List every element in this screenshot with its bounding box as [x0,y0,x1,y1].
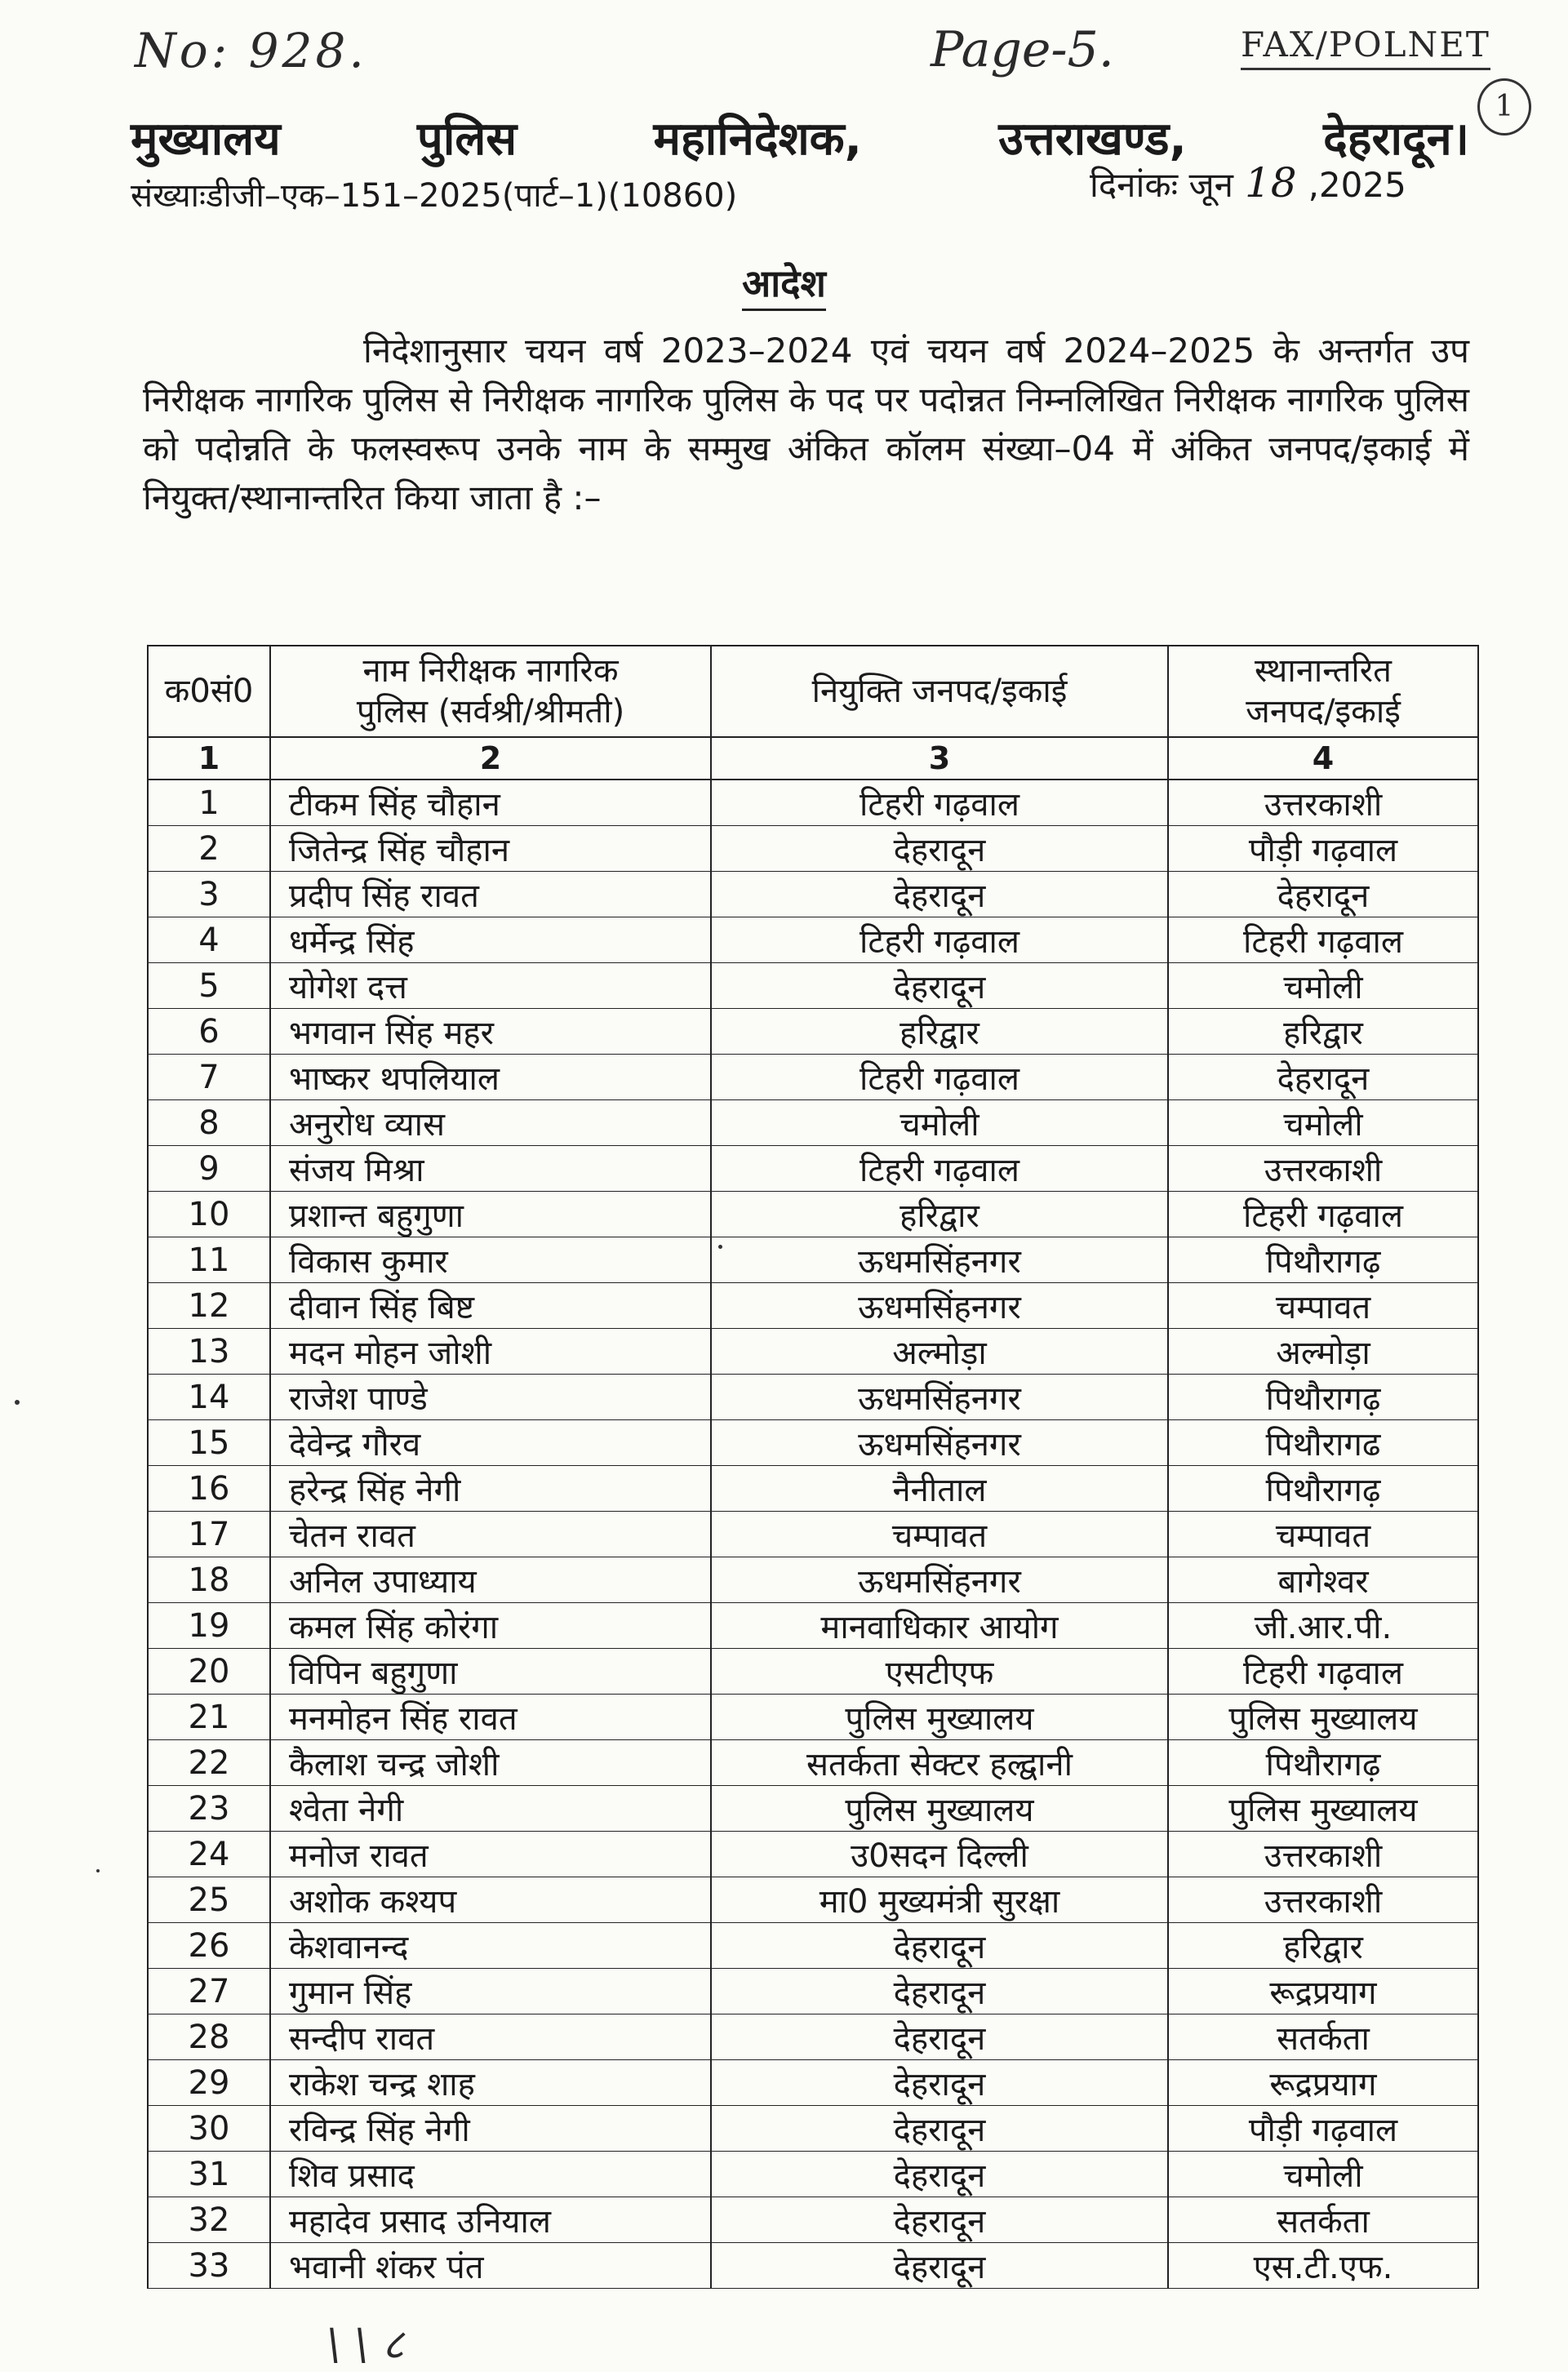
office-word: उत्तराखण्ड, [998,113,1187,166]
transfer-unit-cell: बागेश्वर [1168,1557,1478,1603]
table-row [148,1923,1478,1969]
serial-number-cell: 21 [148,1695,270,1740]
posting-unit-cell: देहरादून [711,2060,1168,2106]
inspector-name-cell: भवानी शंकर पंत [270,2243,711,2289]
posting-unit-cell: टिहरी गढ़वाल [711,780,1168,826]
table-row [148,1695,1478,1740]
transfer-unit-cell: पुलिस मुख्यालय [1168,1786,1478,1832]
posting-unit-cell: सतर्कता सेक्टर हल्द्वानी [711,1740,1168,1786]
inspector-name-cell: भगवान सिंह महर [270,1009,711,1055]
table-row [148,1466,1478,1512]
posting-unit-cell: अल्मोड़ा [711,1329,1168,1375]
table-row [148,2152,1478,2197]
transfer-unit-cell: पुलिस मुख्यालय [1168,1695,1478,1740]
inspector-name-cell: प्रदीप सिंह रावत [270,872,711,917]
inspector-name-cell: अनुरोध व्यास [270,1100,711,1146]
inspector-name-cell: कैलाश चन्द्र जोशी [270,1740,711,1786]
inspector-name-cell: केशवानन्द [270,1923,711,1969]
transfer-unit-cell: पिथौरागढ़ [1168,1375,1478,1420]
serial-number-cell: 6 [148,1009,270,1055]
transfer-table [147,645,1479,2289]
fax-number: No: 928. [135,23,367,78]
transfer-unit-cell: चम्पावत [1168,1512,1478,1557]
table-row [148,1603,1478,1649]
table-row [148,2197,1478,2243]
posting-unit-cell: एसटीएफ [711,1649,1168,1695]
posting-unit-cell: ऊधमसिंहनगर [711,1283,1168,1329]
transfer-unit-cell: पौड़ी गढ़वाल [1168,826,1478,872]
serial-number-cell: 32 [148,2197,270,2243]
table-row [148,1557,1478,1603]
circled-number: 1 [1477,78,1531,135]
posting-unit-cell: देहरादून [711,2197,1168,2243]
serial-number-cell: 20 [148,1649,270,1695]
handwritten-initial: \ \ ८ [326,2321,405,2370]
serial-number-cell: 28 [148,2014,270,2060]
inspector-name-cell: अनिल उपाध्याय [270,1557,711,1603]
transfer-unit-cell: एस.टी.एफ. [1168,2243,1478,2289]
inspector-name-cell: देवेन्द्र गौरव [270,1420,711,1466]
office-word: महानिदेशक, [653,113,862,166]
fax-polnet-mark: FAX/POLNET [1241,24,1490,70]
transfer-unit-cell: हरिद्वार [1168,1923,1478,1969]
serial-number-cell: 1 [148,780,270,826]
table-row [148,1969,1478,2014]
inspector-name-cell: टीकम सिंह चौहान [270,780,711,826]
inspector-name-cell: श्वेता नेगी [270,1786,711,1832]
table-row [148,1146,1478,1192]
serial-number-cell: 24 [148,1832,270,1877]
table-row [148,1055,1478,1100]
posting-unit-cell: देहरादून [711,2014,1168,2060]
transfer-unit-cell: टिहरी गढ़वाल [1168,917,1478,963]
transfer-unit-cell: उत्तरकाशी [1168,1146,1478,1192]
transfer-unit-cell: सतर्कता [1168,2197,1478,2243]
inspector-name-cell: रविन्द्र सिंह नेगी [270,2106,711,2152]
posting-unit-cell: देहरादून [711,1923,1168,1969]
scan-speck [15,1400,20,1405]
transfer-unit-cell: पिथौरागढ़ [1168,1237,1478,1283]
order-heading [0,257,1568,308]
inspector-name-cell: शिव प्रसाद [270,2152,711,2197]
table-row [148,1786,1478,1832]
inspector-name-cell: राकेश चन्द्र शाह [270,2060,711,2106]
inspector-name-cell: जितेन्द्र सिंह चौहान [270,826,711,872]
serial-number-cell: 14 [148,1375,270,1420]
transfer-unit-cell: उत्तरकाशी [1168,1877,1478,1923]
transfer-unit-cell: उत्तरकाशी [1168,1832,1478,1877]
transfer-unit-cell: सतर्कता [1168,2014,1478,2060]
serial-number-cell: 9 [148,1146,270,1192]
column-number: 1 [148,737,270,780]
table-row [148,1740,1478,1786]
table-row [148,1237,1478,1283]
serial-number-cell: 12 [148,1283,270,1329]
posting-unit-cell: पुलिस मुख्यालय [711,1786,1168,1832]
posting-unit-cell: देहरादून [711,1969,1168,2014]
posting-unit-cell: ऊधमसिंहनगर [711,1420,1168,1466]
posting-unit-cell: टिहरी गढ़वाल [711,917,1168,963]
inspector-name-cell: सन्दीप रावत [270,2014,711,2060]
table-row [148,2014,1478,2060]
table-row [148,780,1478,826]
serial-number-cell: 2 [148,826,270,872]
office-word: पुलिस [417,113,517,166]
posting-unit-cell: देहरादून [711,2152,1168,2197]
posting-unit-cell: टिहरी गढ़वाल [711,1146,1168,1192]
posting-unit-cell: देहरादून [711,963,1168,1009]
serial-number-cell: 7 [148,1055,270,1100]
transfer-unit-cell: अल्मोड़ा [1168,1329,1478,1375]
scan-speck [718,1245,722,1249]
table-row [148,1283,1478,1329]
inspector-name-cell: दीवान सिंह बिष्ट [270,1283,711,1329]
serial-number-cell: 25 [148,1877,270,1923]
transfer-unit-cell: उत्तरकाशी [1168,780,1478,826]
posting-unit-cell: ऊधमसिंहनगर [711,1557,1168,1603]
serial-number-cell: 29 [148,2060,270,2106]
posting-unit-cell: चम्पावत [711,1512,1168,1557]
transfer-unit-cell: जी.आर.पी. [1168,1603,1478,1649]
table-row [148,1832,1478,1877]
posting-unit-cell: देहरादून [711,826,1168,872]
serial-number-cell: 22 [148,1740,270,1786]
serial-number-cell: 27 [148,1969,270,2014]
column-number-row [148,737,1478,780]
scan-speck [96,1869,100,1872]
page-number-handwritten: Page-5. [931,21,1114,78]
posting-unit-cell: मानवाधिकार आयोग [711,1603,1168,1649]
header-name [270,646,711,737]
transfer-unit-cell: हरिद्वार [1168,1009,1478,1055]
table-row [148,1649,1478,1695]
table-row [148,1192,1478,1237]
posting-unit-cell: ऊधमसिंहनगर [711,1375,1168,1420]
date-line [1090,159,1406,207]
date-day: 18 [1244,159,1297,207]
serial-number-cell: 19 [148,1603,270,1649]
header-transfer-line1: स्थानान्तरित [1255,652,1392,690]
column-number: 2 [270,737,711,780]
serial-number-cell: 15 [148,1420,270,1466]
serial-number-cell: 30 [148,2106,270,2152]
table-row [148,1420,1478,1466]
posting-unit-cell: ऊधमसिंहनगर [711,1237,1168,1283]
table-row [148,872,1478,917]
office-word: मुख्यालय [131,113,281,166]
transfer-unit-cell: चमोली [1168,2152,1478,2197]
inspector-name-cell: मनोज रावत [270,1832,711,1877]
posting-unit-cell: नैनीताल [711,1466,1168,1512]
posting-unit-cell: हरिद्वार [711,1009,1168,1055]
order-body-text: निदेशानुसार चयन वर्ष 2023–2024 एवं चयन वर्ष 2024–2025 के अन्तर्गत उप निरीक्षक नागरिक पुलिस से निरीक्षक नागरिक पुलिस के पद पर पदोन्नत निम्नलिखित निरीक्षक नागरिक पुलिस को पदोन्नति के फलस्वरूप उनके नाम के सम्मुख अंकित कॉलम संख्या–04 में अंकित जनपद/इकाई में नियुक्त/स्थानान्तरित किया जाता है :– [143,331,1469,517]
transfer-unit-cell: टिहरी गढ़वाल [1168,1649,1478,1695]
table-row [148,1329,1478,1375]
table-row [148,2243,1478,2289]
table-row [148,826,1478,872]
posting-unit-cell: पुलिस मुख्यालय [711,1695,1168,1740]
table-row [148,1100,1478,1146]
transfer-unit-cell: चम्पावत [1168,1283,1478,1329]
inspector-name-cell: मदन मोहन जोशी [270,1329,711,1375]
table-row [148,1512,1478,1557]
inspector-name-cell: विपिन बहुगुणा [270,1649,711,1695]
posting-unit-cell: देहरादून [711,872,1168,917]
inspector-name-cell: भाष्कर थपलियाल [270,1055,711,1100]
reference-number: संख्याःडीजी–एक–151–2025(पार्ट–1)(10860) [131,177,738,215]
transfer-unit-cell: चमोली [1168,963,1478,1009]
serial-number-cell: 17 [148,1512,270,1557]
posting-unit-cell: देहरादून [711,2106,1168,2152]
inspector-name-cell: संजय मिश्रा [270,1146,711,1192]
header-transfer-line2: जनपद/इकाई [1246,693,1401,731]
transfer-unit-cell: देहरादून [1168,1055,1478,1100]
transfer-unit-cell: पौड़ी गढ़वाल [1168,2106,1478,2152]
inspector-name-cell: चेतन रावत [270,1512,711,1557]
table-header-row [148,646,1478,737]
inspector-name-cell: अशोक कश्यप [270,1877,711,1923]
serial-number-cell: 33 [148,2243,270,2289]
posting-unit-cell: मा0 मुख्यमंत्री सुरक्षा [711,1877,1168,1923]
inspector-name-cell: राजेश पाण्डे [270,1375,711,1420]
posting-unit-cell: चमोली [711,1100,1168,1146]
serial-number-cell: 5 [148,963,270,1009]
transfer-unit-cell: देहरादून [1168,872,1478,917]
table-row [148,1375,1478,1420]
serial-number-cell: 13 [148,1329,270,1375]
transfer-unit-cell: चमोली [1168,1100,1478,1146]
header-transfer-unit [1168,646,1478,737]
inspector-name-cell: विकास कुमार [270,1237,711,1283]
order-heading-text: आदेश [742,261,826,311]
transfer-unit-cell: पिथौरागढ़ [1168,1466,1478,1512]
table-row [148,2060,1478,2106]
serial-number-cell: 8 [148,1100,270,1146]
serial-number-cell: 31 [148,2152,270,2197]
header-posting-unit: नियुक्ति जनपद/इकाई [711,646,1168,737]
inspector-name-cell: कमल सिंह कोरंगा [270,1603,711,1649]
serial-number-cell: 23 [148,1786,270,1832]
header-serial-number: क0सं0 [148,646,270,737]
inspector-name-cell: महादेव प्रसाद उनियाल [270,2197,711,2243]
inspector-name-cell: मनमोहन सिंह रावत [270,1695,711,1740]
serial-number-cell: 10 [148,1192,270,1237]
transfer-unit-cell: रूद्रप्रयाग [1168,2060,1478,2106]
serial-number-cell: 4 [148,917,270,963]
inspector-name-cell: योगेश दत्त [270,963,711,1009]
date-label: दिनांकः जून [1090,165,1233,205]
transfer-unit-cell: टिहरी गढ़वाल [1168,1192,1478,1237]
inspector-name-cell: धर्मेन्द्र सिंह [270,917,711,963]
table-row [148,917,1478,963]
serial-number-cell: 11 [148,1237,270,1283]
posting-unit-cell: हरिद्वार [711,1192,1168,1237]
column-number: 3 [711,737,1168,780]
serial-number-cell: 18 [148,1557,270,1603]
transfer-unit-cell: रूद्रप्रयाग [1168,1969,1478,2014]
posting-unit-cell: टिहरी गढ़वाल [711,1055,1168,1100]
serial-number-cell: 16 [148,1466,270,1512]
table-row [148,963,1478,1009]
inspector-name-cell: हरेन्द्र सिंह नेगी [270,1466,711,1512]
header-name-line1: नाम निरीक्षक नागरिक [362,652,619,690]
serial-number-cell: 3 [148,872,270,917]
date-year: ,2025 [1308,165,1406,205]
posting-unit-cell: देहरादून [711,2243,1168,2289]
serial-number-cell: 26 [148,1923,270,1969]
transfer-unit-cell: पिथौरागढ [1168,1420,1478,1466]
header-name-line2: पुलिस (सर्वश्री/श्रीमती) [356,693,625,731]
table-row [148,2106,1478,2152]
posting-unit-cell: उ0सदन दिल्ली [711,1832,1168,1877]
column-number: 4 [1168,737,1478,780]
transfer-unit-cell: पिथौरागढ़ [1168,1740,1478,1786]
office-word: देहरादून। [1323,113,1469,166]
inspector-name-cell: गुमान सिंह [270,1969,711,2014]
inspector-name-cell: प्रशान्त बहुगुणा [270,1192,711,1237]
table-row [148,1877,1478,1923]
table-row [148,1009,1478,1055]
